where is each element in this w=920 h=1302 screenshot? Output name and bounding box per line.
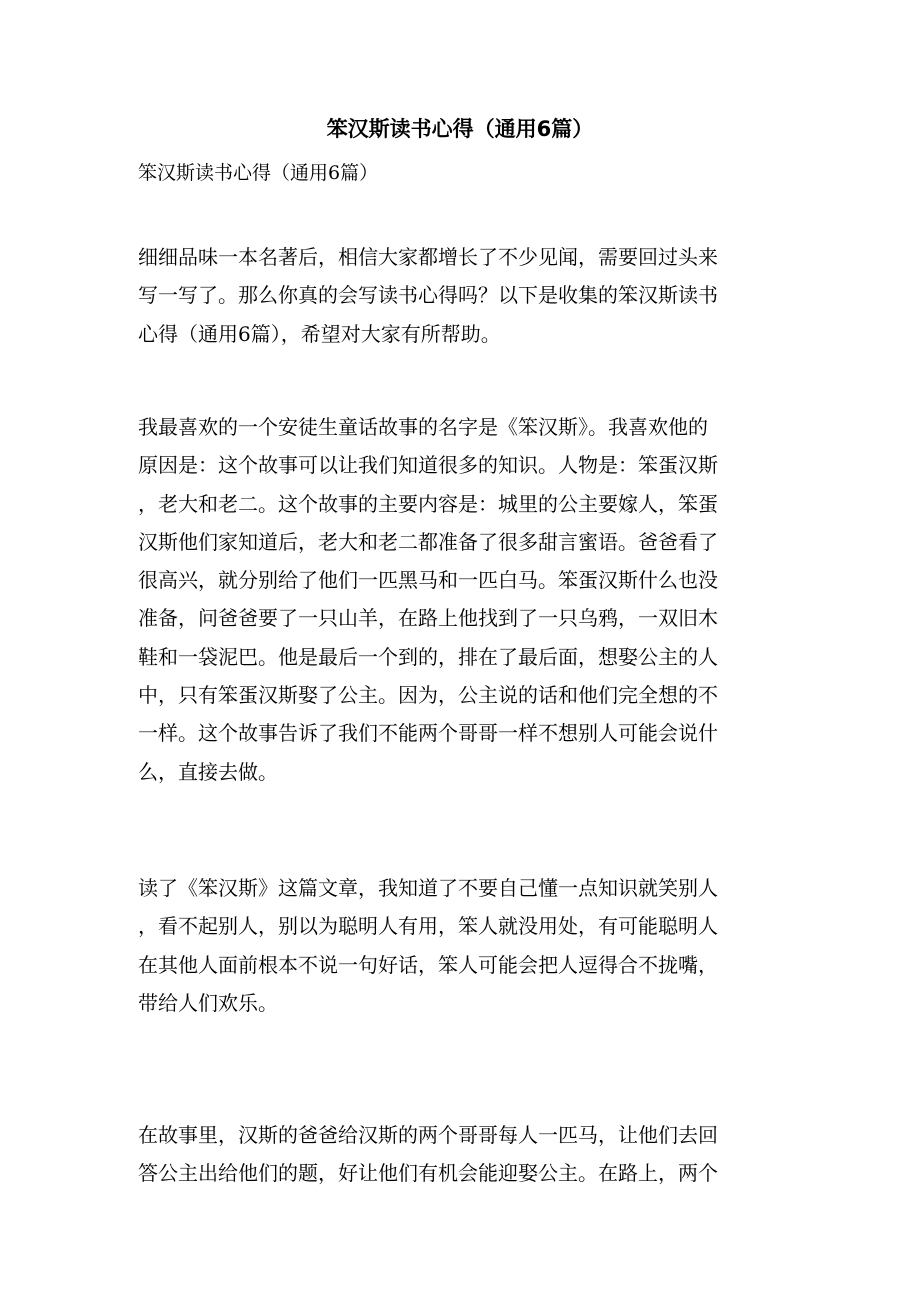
paragraph-line: 准备，问爸爸要了一只山羊，在路上他找到了一只乌鸦，一双旧木 — [138, 606, 718, 631]
paragraph-intro — [138, 238, 778, 353]
paragraph-line: 心得（通用6篇），希望对大家有所帮助。 — [138, 321, 501, 346]
paragraph-line: 带给人们欢乐。 — [138, 990, 278, 1015]
paragraph-reflection — [138, 869, 778, 1022]
paragraph-line: 中，只有笨蛋汉斯娶了公主。因为，公主说的话和他们完全想的不 — [138, 683, 718, 708]
paragraph-line: 很高兴，就分别给了他们一匹黑马和一匹白马。笨蛋汉斯什么也没 — [138, 568, 718, 593]
paragraph-line: 我最喜欢的一个安徒生童话故事的名字是《笨汉斯》。我喜欢他的 — [138, 415, 708, 439]
paragraph-line: ，老大和老二。这个故事的主要内容是：城里的公主要嫁人，笨蛋 — [138, 491, 718, 516]
paragraph-line: 原因是：这个故事可以让我们知道很多的知识。人物是：笨蛋汉斯 — [138, 453, 718, 478]
paragraph-line: 鞋和一袋泥巴。他是最后一个到的，排在了最后面，想娶公主的人 — [138, 644, 718, 669]
paragraph-line: 么，直接去做。 — [138, 759, 278, 784]
document-subtitle: 笨汉斯读书心得（通用6篇） — [138, 162, 379, 184]
paragraph-line: 在故事里，汉斯的爸爸给汉斯的两个哥哥每人一匹马，让他们去回 — [138, 1123, 718, 1147]
paragraph-story — [138, 408, 778, 791]
paragraph-line: 细细品味一本名著后，相信大家都增长了不少见闻，需要回过头来 — [138, 245, 718, 269]
paragraph-line: 读了《笨汉斯》这篇文章，我知道了不要自己懂一点知识就笑别人 — [138, 876, 718, 900]
paragraph-line: 写一写了。那么你真的会写读书心得吗？以下是收集的笨汉斯读书 — [138, 283, 718, 308]
document-title: 笨汉斯读书心得（通用6篇） — [326, 117, 594, 141]
paragraph-line: ，看不起别人，别以为聪明人有用，笨人就没用处，有可能聪明人 — [138, 914, 718, 939]
paragraph-continuation — [138, 1116, 778, 1193]
paragraph-line: 汉斯他们家知道后，老大和老二都准备了很多甜言蜜语。爸爸看了 — [138, 529, 718, 554]
paragraph-line: 答公主出给他们的题，好让他们有机会能迎娶公主。在路上，两个 — [138, 1161, 718, 1186]
paragraph-line: 一样。这个故事告诉了我们不能两个哥哥一样不想别人可能会说什 — [138, 721, 718, 746]
paragraph-line: 在其他人面前根本不说一句好话，笨人可能会把人逗得合不拢嘴， — [138, 952, 718, 977]
